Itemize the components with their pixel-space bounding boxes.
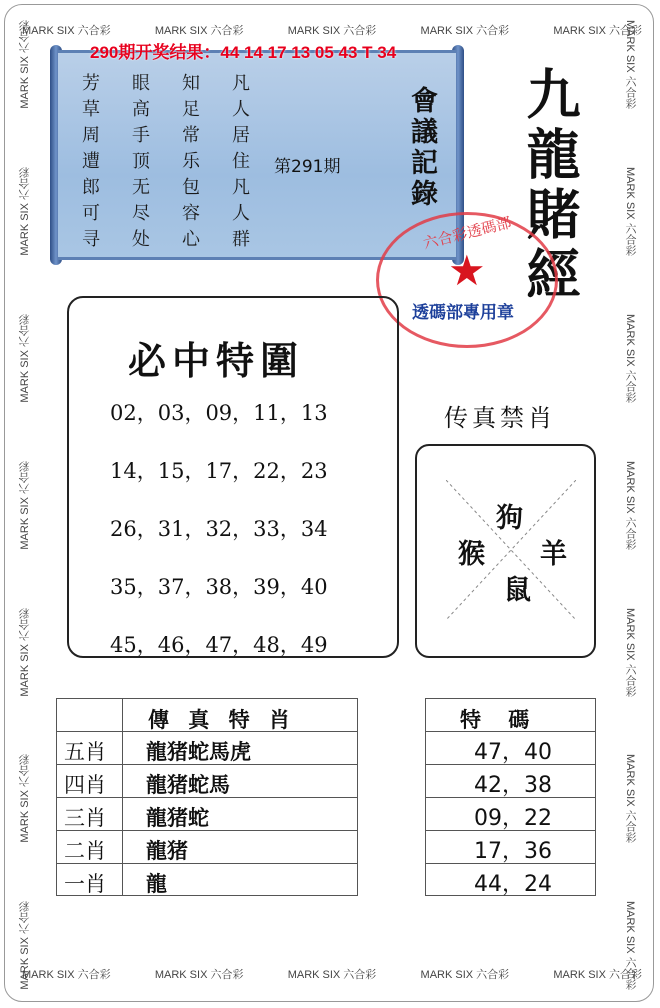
poem-char: 乐 — [182, 151, 200, 172]
animal-dog: 狗 — [496, 503, 523, 534]
animal-rat: 鼠 — [504, 575, 531, 606]
watermark-text: MARK SIX 六合彩 — [19, 754, 31, 844]
poem-char: 芳 — [82, 73, 100, 94]
poem-char: 手 — [132, 125, 150, 146]
poem-char: 顶 — [132, 151, 150, 172]
watermark-text: MARK SIX 六合彩 — [624, 166, 636, 256]
number-row: 26，31，32，33，34 — [110, 517, 328, 541]
watermark-bottom — [22, 966, 642, 982]
scroll-title: 會議記錄 — [406, 86, 437, 210]
watermark-top — [22, 22, 642, 38]
watermark-text: MARK SIX 六合彩 — [420, 25, 510, 37]
poem-char: 居 — [232, 125, 250, 146]
row-codes: 44，24 — [474, 872, 552, 897]
watermark-text: MARK SIX 六合彩 — [154, 969, 244, 981]
watermark-text: MARK SIX 六合彩 — [624, 20, 636, 109]
number-row: 02，03，09，11，13 — [110, 401, 328, 425]
special-zone-title: 必中特圍 — [128, 338, 305, 383]
poem-char: 知 — [182, 73, 200, 94]
poem-char: 足 — [182, 99, 200, 120]
poem-char: 草 — [82, 99, 100, 120]
fax-table-header: 傳 真 特 肖 — [148, 707, 296, 732]
poem-line — [182, 73, 200, 250]
issue-number: 第291期 — [274, 157, 341, 177]
watermark-text: MARK SIX 六合彩 — [19, 460, 31, 550]
row-zodiac: 龍猪蛇馬 — [146, 772, 230, 797]
watermark-right — [622, 20, 638, 990]
watermark-text: MARK SIX 六合彩 — [624, 607, 636, 697]
row-zodiac: 龍 — [146, 871, 167, 896]
brand-title: 九龍賭經 — [518, 66, 582, 306]
poem-char: 处 — [132, 229, 150, 250]
watermark-text: MARK SIX 六合彩 — [19, 20, 31, 109]
watermark-text: MARK SIX 六合彩 — [624, 460, 636, 550]
watermark-text: MARK SIX 六合彩 — [154, 25, 244, 37]
watermark-text: MARK SIX 六合彩 — [624, 313, 636, 403]
poem-char: 尽 — [132, 203, 150, 224]
fax-ban-label: 传真禁肖 — [444, 404, 556, 432]
poem-line — [82, 73, 100, 250]
number-row: 14，15，17，22，23 — [110, 459, 328, 483]
row-label: 一肖 — [64, 872, 106, 896]
poem-char: 眼 — [132, 73, 150, 94]
watermark-text: MARK SIX 六合彩 — [553, 969, 642, 981]
watermark-left — [17, 20, 33, 990]
poem-char: 遭 — [82, 151, 100, 172]
poem-char: 寻 — [82, 229, 100, 250]
row-label: 四肖 — [64, 773, 106, 797]
row-zodiac: 龍猪 — [146, 838, 188, 863]
poem-char: 容 — [182, 203, 200, 224]
watermark-text: MARK SIX 六合彩 — [553, 25, 642, 37]
number-row: 35，37，38，39，40 — [110, 575, 328, 599]
number-row: 45，46，47，48，49 — [110, 633, 328, 657]
watermark-text: MARK SIX 六合彩 — [287, 969, 377, 981]
poem-char: 人 — [232, 203, 250, 224]
poem-char: 住 — [232, 151, 250, 172]
row-codes: 47，40 — [474, 740, 552, 765]
poem-char: 群 — [232, 229, 250, 250]
poem-char: 人 — [232, 99, 250, 120]
row-label: 二肖 — [64, 839, 106, 863]
watermark-text: MARK SIX 六合彩 — [19, 313, 31, 403]
result-headline: 290期开奖结果：44 14 17 13 05 43 T 34 — [90, 43, 397, 62]
watermark-text: MARK SIX 六合彩 — [22, 25, 111, 37]
row-zodiac: 龍猪蛇 — [146, 805, 209, 830]
watermark-text: MARK SIX 六合彩 — [22, 969, 111, 981]
seal-ring-text: 六合彩透碼部 — [421, 213, 513, 253]
animal-monkey: 猴 — [458, 539, 485, 570]
watermark-text: MARK SIX 六合彩 — [287, 25, 377, 37]
poem-char: 高 — [132, 99, 150, 120]
poem-line — [132, 73, 150, 250]
row-label: 五肖 — [64, 740, 106, 764]
poem-char: 包 — [182, 177, 200, 198]
row-codes: 42，38 — [474, 773, 552, 798]
poem-char: 凡 — [232, 73, 250, 94]
watermark-text: MARK SIX 六合彩 — [19, 901, 31, 990]
poem-char: 周 — [82, 125, 100, 146]
poem-char: 可 — [82, 203, 100, 224]
animal-goat: 羊 — [540, 539, 567, 570]
poem-char: 郎 — [82, 177, 100, 198]
poem-char: 凡 — [232, 177, 250, 198]
row-codes: 09，22 — [474, 806, 552, 831]
watermark-text: MARK SIX 六合彩 — [420, 969, 510, 981]
poem-scroll — [58, 50, 456, 260]
poem-char: 无 — [132, 177, 150, 198]
watermark-text: MARK SIX 六合彩 — [19, 607, 31, 697]
poem-line — [232, 73, 250, 250]
code-table-header: 特 碼 — [460, 707, 540, 732]
watermark-text: MARK SIX 六合彩 — [19, 166, 31, 256]
star-icon: ★ — [448, 246, 486, 295]
poem-char: 常 — [182, 125, 200, 146]
poem-char: 心 — [182, 229, 200, 250]
seal-label: 透碼部專用章 — [412, 303, 514, 323]
watermark-text: MARK SIX 六合彩 — [624, 754, 636, 844]
row-zodiac: 龍猪蛇馬虎 — [146, 739, 251, 764]
row-label: 三肖 — [64, 806, 106, 830]
watermark-text: MARK SIX 六合彩 — [624, 901, 636, 990]
row-codes: 17，36 — [474, 839, 552, 864]
poem — [82, 73, 250, 250]
